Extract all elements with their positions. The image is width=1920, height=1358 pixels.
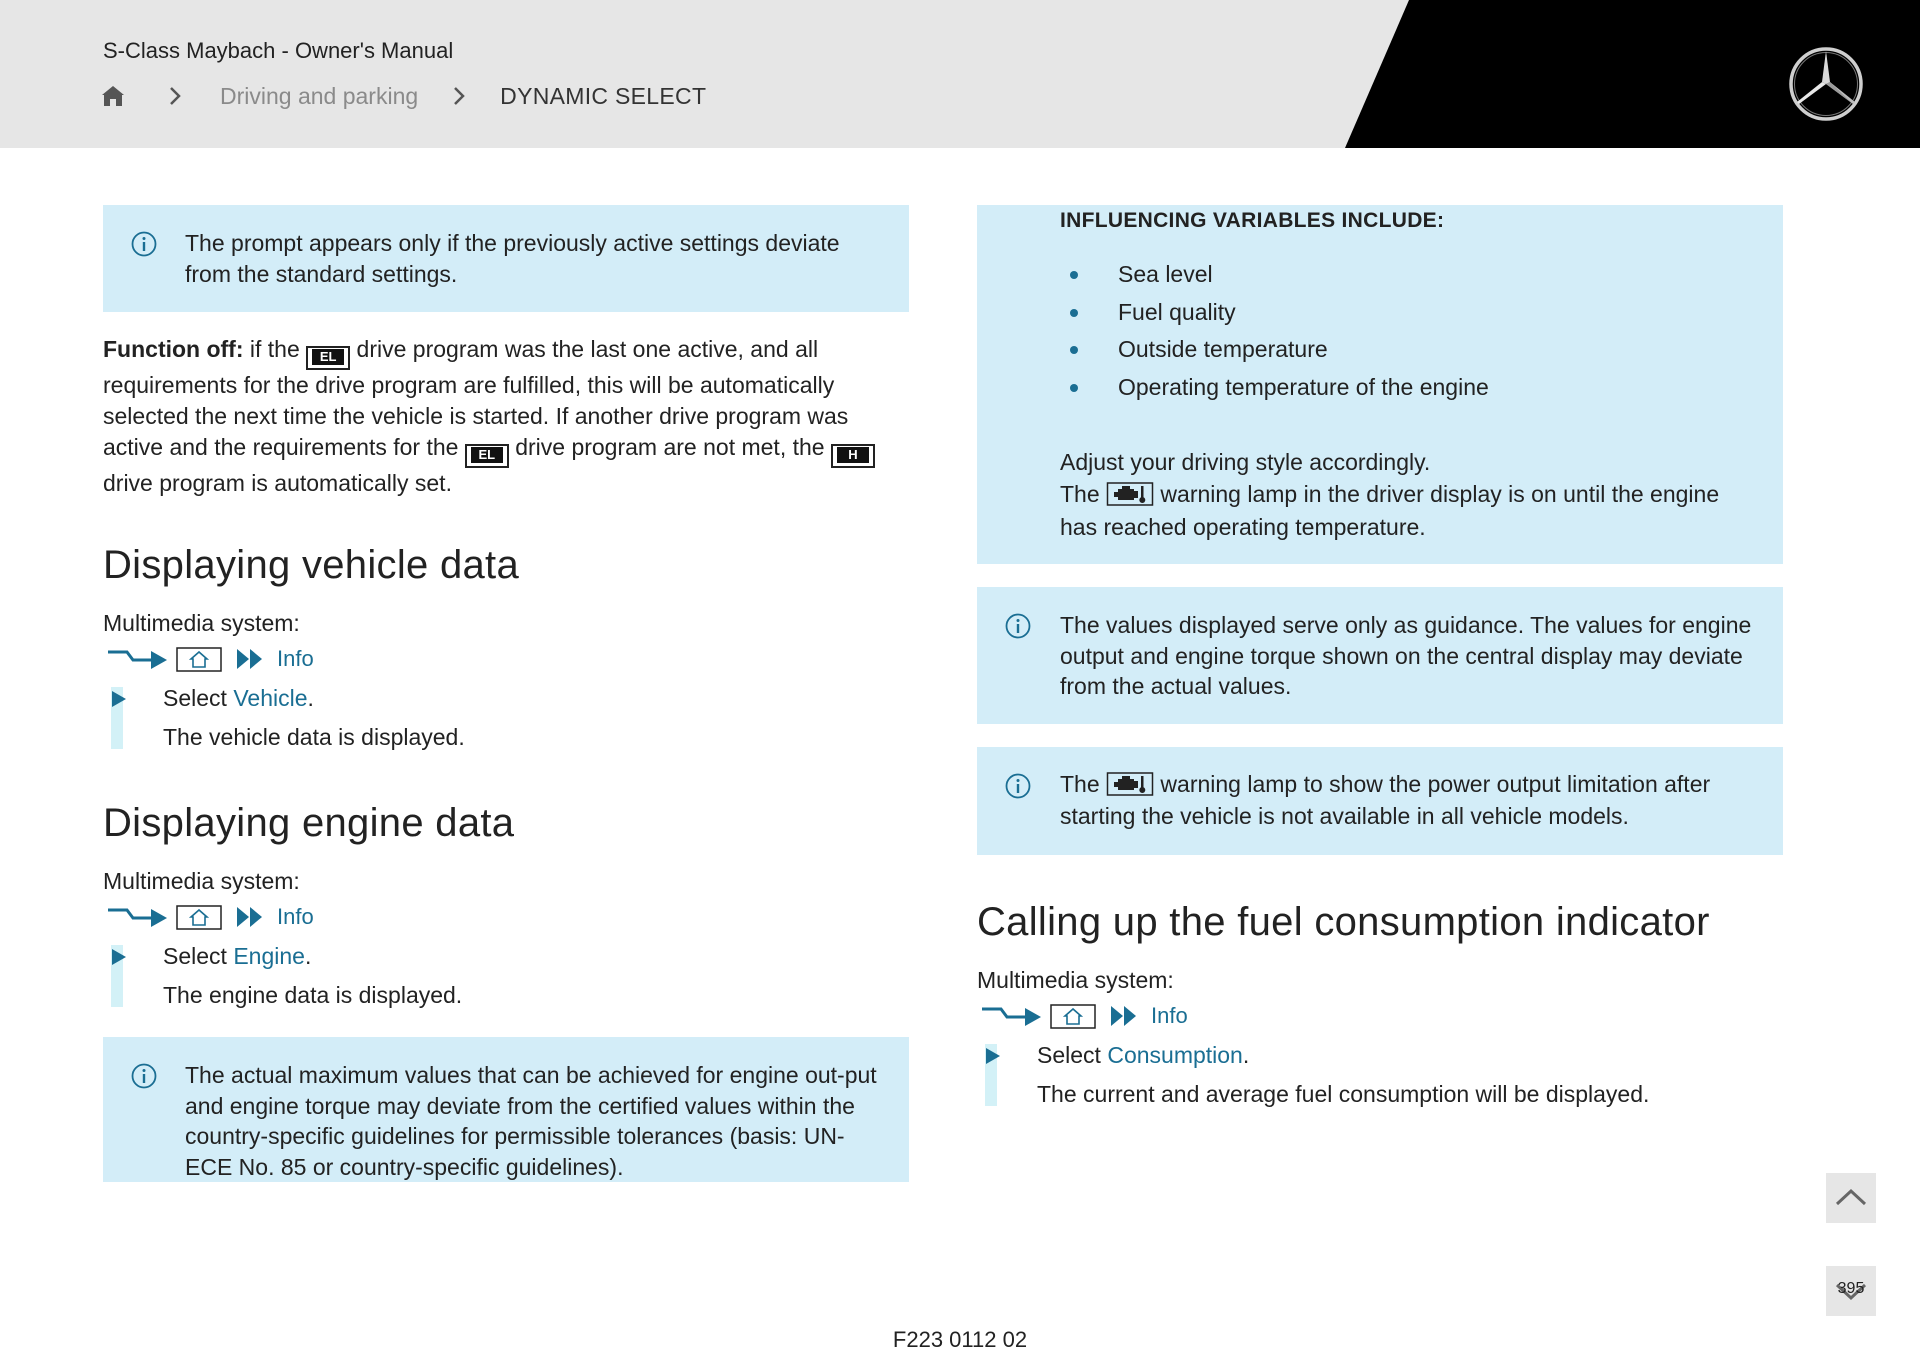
chevron-right-icon bbox=[164, 85, 186, 107]
step-result: The engine data is displayed. bbox=[163, 982, 463, 1008]
influencing-list bbox=[977, 256, 1783, 406]
arrow-path-icon bbox=[103, 902, 171, 932]
para-text: The bbox=[1060, 481, 1107, 507]
influencing-list-item: Outside temperature bbox=[977, 331, 1783, 369]
home-button-icon bbox=[175, 903, 225, 931]
step-arrow-icon bbox=[112, 949, 126, 965]
info-icon bbox=[1004, 612, 1032, 640]
step-arrow-icon bbox=[986, 1048, 1000, 1064]
left-column bbox=[103, 205, 909, 1182]
influencing-list-item: Operating temperature of the engine bbox=[977, 369, 1783, 407]
right-column bbox=[977, 205, 1783, 1114]
drive-program-badge-h: H bbox=[831, 444, 875, 468]
multimedia-label: Multimedia system: bbox=[977, 967, 1174, 993]
step-text: . bbox=[1242, 1042, 1250, 1068]
influencing-list-item: Sea level bbox=[977, 256, 1783, 294]
info-icon bbox=[1004, 772, 1032, 800]
instruction-step bbox=[977, 1036, 1783, 1114]
double-chevron-icon bbox=[1109, 1002, 1143, 1030]
step-result: The vehicle data is displayed. bbox=[163, 724, 465, 750]
home-button-icon bbox=[175, 645, 225, 673]
step-text: Select bbox=[1037, 1042, 1108, 1068]
info-text: The values displayed serve only as guidance. The values for engine output and engine torque shown on the central display may deviate from the actual values. bbox=[1060, 612, 1752, 699]
menu-path bbox=[103, 899, 909, 935]
info-box-power-limitation bbox=[977, 747, 1783, 855]
menu-info-link[interactable]: Info bbox=[277, 904, 314, 929]
multimedia-label: Multimedia system: bbox=[103, 868, 300, 894]
instruction-step bbox=[103, 937, 909, 1015]
menu-info-link[interactable]: Info bbox=[1151, 1003, 1188, 1028]
step-result: The current and average fuel consumption will be displayed. bbox=[1037, 1081, 1650, 1107]
breadcrumb bbox=[100, 80, 706, 112]
warning-lamp-text bbox=[1060, 478, 1760, 544]
para-text: drive program are not met, the bbox=[508, 434, 831, 460]
step-arrow-icon bbox=[112, 691, 126, 707]
menu-path bbox=[977, 998, 1783, 1034]
arrow-path-icon bbox=[977, 1001, 1045, 1031]
step-text: . bbox=[307, 685, 314, 711]
menu-info-link[interactable]: Info bbox=[277, 646, 314, 671]
scroll-up-button[interactable] bbox=[1826, 1173, 1876, 1223]
chevron-up-icon bbox=[1826, 1173, 1876, 1223]
menu-path bbox=[103, 641, 909, 677]
brand-star-logo bbox=[1787, 45, 1865, 123]
info-text: The prompt appears only if the previously active settings deviate from the standard settings. bbox=[185, 230, 840, 287]
step-text: Select bbox=[163, 685, 234, 711]
consumption-link[interactable]: Consumption bbox=[1107, 1042, 1243, 1068]
para-text: warning lamp to show the power output limitation after starting the vehicle is not available in all vehicle models. bbox=[1060, 771, 1711, 829]
step-text: . bbox=[304, 943, 312, 969]
influencing-list-item: Fuel quality bbox=[977, 294, 1783, 332]
para-text: drive program was the last one active, and all requirements for the drive program are fulfilled, this will be automatically selected the next time the vehicle is started. If another drive program was active and the requirements for the bbox=[103, 336, 849, 460]
chevron-right-icon bbox=[448, 85, 470, 107]
section-heading-fuel: Calling up the fuel consumption indicator bbox=[977, 900, 1710, 944]
multimedia-label: Multimedia system: bbox=[103, 610, 300, 636]
engine-link[interactable]: Engine bbox=[233, 943, 305, 969]
adjust-text: Adjust your driving style accordingly. bbox=[1060, 449, 1431, 475]
document-code: F223 0112 02 bbox=[892, 1327, 1028, 1352]
page-number: 395 bbox=[1837, 1280, 1865, 1297]
breadcrumb-link-driving[interactable]: Driving and parking bbox=[220, 82, 419, 109]
influencing-variables-box bbox=[977, 205, 1783, 564]
home-button-icon bbox=[1049, 1002, 1099, 1030]
section-heading-engine: Displaying engine data bbox=[103, 801, 515, 845]
function-off-paragraph bbox=[103, 334, 909, 499]
document-title: S-Class Maybach - Owner's Manual bbox=[103, 38, 454, 63]
para-text: if the bbox=[243, 336, 307, 362]
function-off-label: Function off: bbox=[103, 336, 244, 362]
info-text: The actual maximum values that can be achieved for engine out-put and engine torque may deviate from the certified values within the country-specific guidelines for permissible tolerances (basis: UN-ECE No. 85 or country-specific guidelines). bbox=[185, 1062, 877, 1180]
step-text: Select bbox=[163, 943, 234, 969]
info-icon bbox=[130, 1062, 158, 1090]
drive-program-badge-el: EL bbox=[465, 444, 509, 468]
para-text: The bbox=[1060, 771, 1107, 797]
vehicle-link[interactable]: Vehicle bbox=[233, 685, 308, 711]
drive-program-badge-el: EL bbox=[306, 346, 350, 370]
arrow-path-icon bbox=[103, 644, 171, 674]
para-text: drive program is automatically set. bbox=[103, 470, 452, 496]
influencing-heading: INFLUENCING VARIABLES INCLUDE: bbox=[1060, 209, 1445, 232]
engine-warning-lamp-icon bbox=[1106, 481, 1154, 507]
para-text: warning lamp in the driver display is on until the engine has reached operating temperature. bbox=[1060, 481, 1720, 540]
info-text bbox=[1060, 768, 1760, 832]
info-icon bbox=[130, 230, 158, 258]
double-chevron-icon bbox=[235, 903, 269, 931]
breadcrumb-current: DYNAMIC SELECT bbox=[500, 82, 707, 109]
engine-warning-lamp-icon bbox=[1106, 771, 1154, 797]
page-header bbox=[0, 0, 1920, 148]
info-box-guidance bbox=[977, 587, 1783, 724]
home-icon[interactable] bbox=[100, 83, 126, 109]
double-chevron-icon bbox=[235, 645, 269, 673]
info-box-prompt bbox=[103, 205, 909, 312]
info-box-max-values bbox=[103, 1037, 909, 1182]
instruction-step bbox=[103, 679, 909, 757]
section-heading-vehicle: Displaying vehicle data bbox=[103, 543, 520, 587]
